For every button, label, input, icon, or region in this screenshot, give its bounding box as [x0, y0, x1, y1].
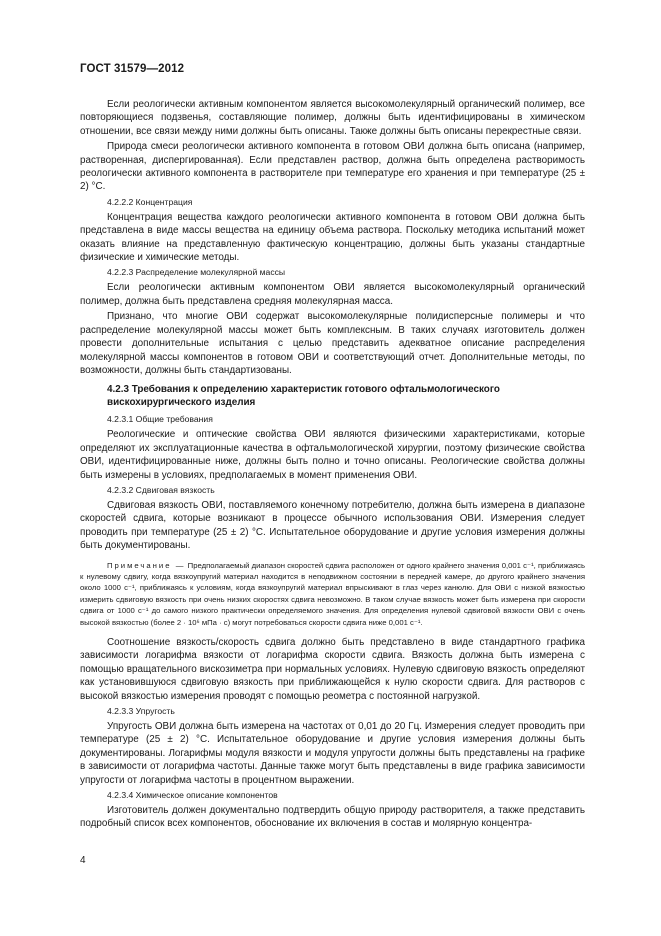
document-body: [80, 98, 585, 833]
document-header: ГОСТ 31579—2012: [80, 63, 185, 75]
subsection-title-4-2-3-1: 4.2.3.1 Общие требования: [107, 414, 213, 425]
paragraph: Природа смеси реологически активного компонента в готовом ОВИ должна быть описана (например, растворенная, диспергированная). Если представлен раствор, должна быть определена растворимость реологически активного компонента в растворителе при температуре его хранения и при температуре (25 ± 2) °С.: [80, 141, 585, 193]
paragraph: Упругость ОВИ должна быть измерена на частотах от 0,01 до 20 Гц. Измерения следует проводить при температуре (25 ± 2) °С. Испытательное оборудование и другие условия измерения должны быть документированы. Логарифмы модуля вязкости и модуля упругости должны быть представлены на графике в зависимости от логарифма частоты. Данные также могут быть представлены в виде графика зависимости упругости от логарифма частоты в процентном выражении.: [80, 721, 585, 786]
paragraph: Если реологически активным компонентом является высокомолекулярный органический полимер, все повторяющиеся подзвенья, составляющие полимер, должны быть идентифицированы в химическом отношении, все связи между ними должны быть описаны. Также должны быть описаны перекрестные связи.: [80, 99, 585, 137]
subsection-title-4-2-2-3: 4.2.2.3 Распределение молекулярной массы: [107, 267, 286, 278]
page-number: 4: [80, 855, 86, 866]
section-heading-4-2-3: [80, 383, 585, 409]
paragraph: Концентрация вещества каждого реологически активного компонента в готовом ОВИ должна быть представлена в виде массы вещества на единицу объема раствора. Поскольку методика испытаний может оказать влияние на представленную фактическую концентрацию, должны быть указаны стандартные физические и химические методы.: [80, 211, 585, 264]
section-heading-line: вискохирургического изделия: [107, 397, 256, 409]
subsection-title-4-2-3-4: 4.2.3.4 Химическое описание компонентов: [107, 790, 278, 801]
note-text: Предполагаемый диапазон скоростей сдвига расположен от одного крайнего значения 0,001 с⁻¹, приближаясь к нулевому сдвигу, когда вязкоупругий материал находится в неподвижном состоянии в передней камере, до другого крайнего значения около 1000 с⁻¹, приближаясь к условиям, когда вязкоупругий материал впрыскивают в глаз через канюлю. Для ОВИ с низкой вязкостью измерить сдвиговую вязкость при очень низких скоростях сдвига невозможно. В таком случае вязкость может быть измерена при скорости сдвига от 1000 с⁻¹ до самого низкого практически определяемого значения. Для определения нулевой сдвиговой вязкости ОВИ с очень высокой вязкостью (более 2 · 10⁶ мПа · с) могут потребоваться скорости сдвига ниже 0,001 с⁻¹.: [80, 560, 585, 627]
paragraph: Реологические и оптические свойства ОВИ являются физическими характеристиками, которые определяют их эксплуатационные качества в офтальмологической хирургии, поэтому физические свойства ОВИ, идентифицированные ниже, должны быть полно и точно описаны. Реологические свойства должны быть измерены в условиях, предполагаемых в момент применения ОВИ.: [80, 429, 585, 481]
paragraph: Соотношение вязкость/скорость сдвига должно быть представлено в виде стандартного графика зависимости логарифма вязкости от логарифма скорости сдвига. Вязкость должна быть измерена с помощью вращательного вискозиметра при нормальных условиях. Нулевую сдвиговую вязкость определяют как установившуюся сдвиговую вязкость при приближающейся к нулю скорости сдвига. Для растворов с высокой вязкостью измерения проводят с помощью реометра с постоянной нагрузкой.: [80, 637, 585, 702]
subsection-title-4-2-2-2: 4.2.2.2 Концентрация: [107, 196, 193, 207]
note-label: Примечание —: [107, 560, 186, 570]
paragraph: Изготовитель должен документально подтвердить общую природу растворителя, а также представить подробный список всех компонентов, обоснование их включения в состав и молярную концентра-: [80, 805, 585, 830]
subsection-title-4-2-3-3: 4.2.3.3 Упругость: [107, 706, 175, 717]
note: [80, 560, 585, 628]
paragraph: Признано, что многие ОВИ содержат высокомолекулярные полидисперсные полимеры и что распределение молекулярной массы может быть комплексным. В таких случаях изготовитель должен провести дополнительные испытания с целью представить адекватное описание распределения молекулярной массы компонентов в готовом ОВИ и соответствующий отчет. Дополнительные методы, по возможности, должны быть стандартизованы.: [80, 311, 585, 376]
subsection-title-4-2-3-2: 4.2.3.2 Сдвиговая вязкость: [107, 484, 215, 495]
paragraph: Если реологически активным компонентом ОВИ является высокомолекулярный органический полимер, должна быть представлена средняя молекулярная масса.: [80, 282, 585, 307]
section-heading-line: 4.2.3 Требования к определению характеристик готового офтальмологического: [107, 384, 500, 396]
paragraph: Сдвиговая вязкость ОВИ, поставляемого конечному потребителю, должна быть измерена в диапазоне скоростей сдвига, которые возникают в процессе обычного использования ОВИ. Измерения следует проводить при температуре (25 ± 2) °С. Испытательное оборудование и другие условия измерения должны быть документированы.: [80, 499, 585, 552]
